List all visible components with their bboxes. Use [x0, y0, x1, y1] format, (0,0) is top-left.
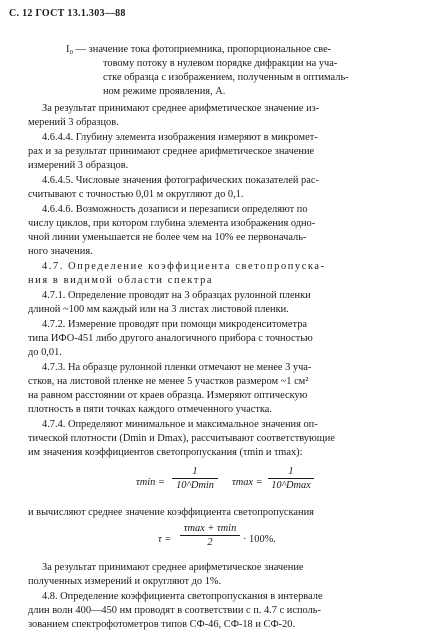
- text-line: им значения коэффициентов светопропускания (τmin и τmax):: [28, 447, 303, 458]
- page-header: С. 12 ГОСТ 13.1.303—88: [9, 8, 126, 19]
- text-line: считывают с точностью 0,01 м округляют до 0,1.: [28, 189, 244, 200]
- section-heading: ния в видимой области спектра: [28, 275, 214, 286]
- text-line: 4.7.1. Определение проводят на 3 образцах рулонной пленки: [42, 290, 311, 301]
- text-line: на равном расстоянии от краев образца. Измеряют оптическую: [28, 390, 308, 401]
- text-line: полученных измерений и округляют до 1%.: [28, 576, 222, 587]
- text-line: ного значения.: [28, 246, 93, 257]
- formula-tau-rhs: · 100%.: [243, 534, 276, 545]
- text-line: числу циклов, при котором глубина элемента изображения одно-: [28, 218, 316, 229]
- formula-tau-numerator: τmax + τmin: [180, 523, 240, 536]
- formula-tau-denominator: 2: [207, 537, 213, 548]
- text-line: 4.8. Определение коэффициента светопропускания в интервале: [42, 591, 323, 602]
- text-line: типа ИФО-451 либо другого аналогичного прибора с точностью: [28, 333, 313, 344]
- formula-tmax-denominator: 10^Dmax: [271, 480, 311, 491]
- text-line: I₀ — значение тока фотоприемника, пропорциональное све-: [66, 44, 332, 55]
- text-line: длиной ~100 мм каждый или на 3 листах листовой пленки.: [28, 304, 289, 315]
- text-line: плотность в пяти точках каждого отмеченного участка.: [28, 404, 272, 415]
- formula-tmax-lhs: τmax =: [232, 477, 263, 488]
- text-line: За результат принимают среднее арифметическое значение: [42, 562, 304, 573]
- text-line: до 0,01.: [28, 347, 62, 358]
- formula-tmax-fraction: [268, 466, 314, 492]
- text-line: 4.7.4. Определяют минимальное и максимальное значения оп-: [42, 419, 318, 430]
- text-line: 4.7.3. На образце рулонной пленки отмечают не менее 3 уча-: [42, 362, 312, 373]
- text-line: товому потоку в нулевом порядке дифракции на уча-: [103, 58, 338, 69]
- formula-tmin-fraction: [172, 466, 218, 492]
- text-line: зованием спектрофотометров типов СФ-46, СФ-18 и СФ-20.: [28, 619, 296, 630]
- text-line: ном режиме проявления, А.: [103, 86, 226, 97]
- text-line: За результат принимают среднее арифметическое значение из-: [42, 103, 320, 114]
- text-line: 4.7.2. Измерение проводят при помощи микроденситометра: [42, 319, 308, 330]
- formula-tau-lhs: τ =: [158, 534, 172, 545]
- text-line: тической плотности (Dmin и Dmax), рассчитывают соответствующие: [28, 433, 335, 444]
- text-line: чной линии уменьшается не более чем на 10% ее первоначаль-: [28, 232, 307, 243]
- text-line: и вычисляют среднее значение коэффициента светопропускания: [28, 507, 314, 518]
- text-line: 4.6.4.6. Возможность дозапиcи и перезаписи определяют по: [42, 204, 308, 215]
- text-line: 4.6.4.4. Глубину элемента изображения измеряют в микромет-: [42, 132, 318, 143]
- text-line: измерений 3 образцов.: [28, 160, 129, 171]
- text-line: длин волн 400—450 нм проводят в соответствии с п. 4.7 с исполь-: [28, 605, 321, 616]
- section-heading: 4.7. Определение коэффициента светопропуска-: [42, 261, 326, 272]
- text-line: рах и за результат принимают среднее арифметическое значение: [28, 146, 315, 157]
- formula-tmin-numerator: 1: [172, 466, 218, 479]
- text-line: стков, на листовой пленке не менее 5 участков размером ~1 см²: [28, 376, 309, 387]
- formula-tmax-numerator: 1: [268, 466, 314, 479]
- formula-tmin-denominator: 10^Dmin: [176, 480, 214, 491]
- text-line: 4.6.4.5. Числовые значения фотографических показателей рас-: [42, 175, 319, 186]
- formula-tmin-lhs: τmin =: [136, 477, 165, 488]
- formula-tau-fraction: [180, 523, 240, 549]
- text-line: стке образца с изображением, полученным в оптималь-: [103, 72, 349, 83]
- text-line: мерений 3 образцов.: [28, 117, 119, 128]
